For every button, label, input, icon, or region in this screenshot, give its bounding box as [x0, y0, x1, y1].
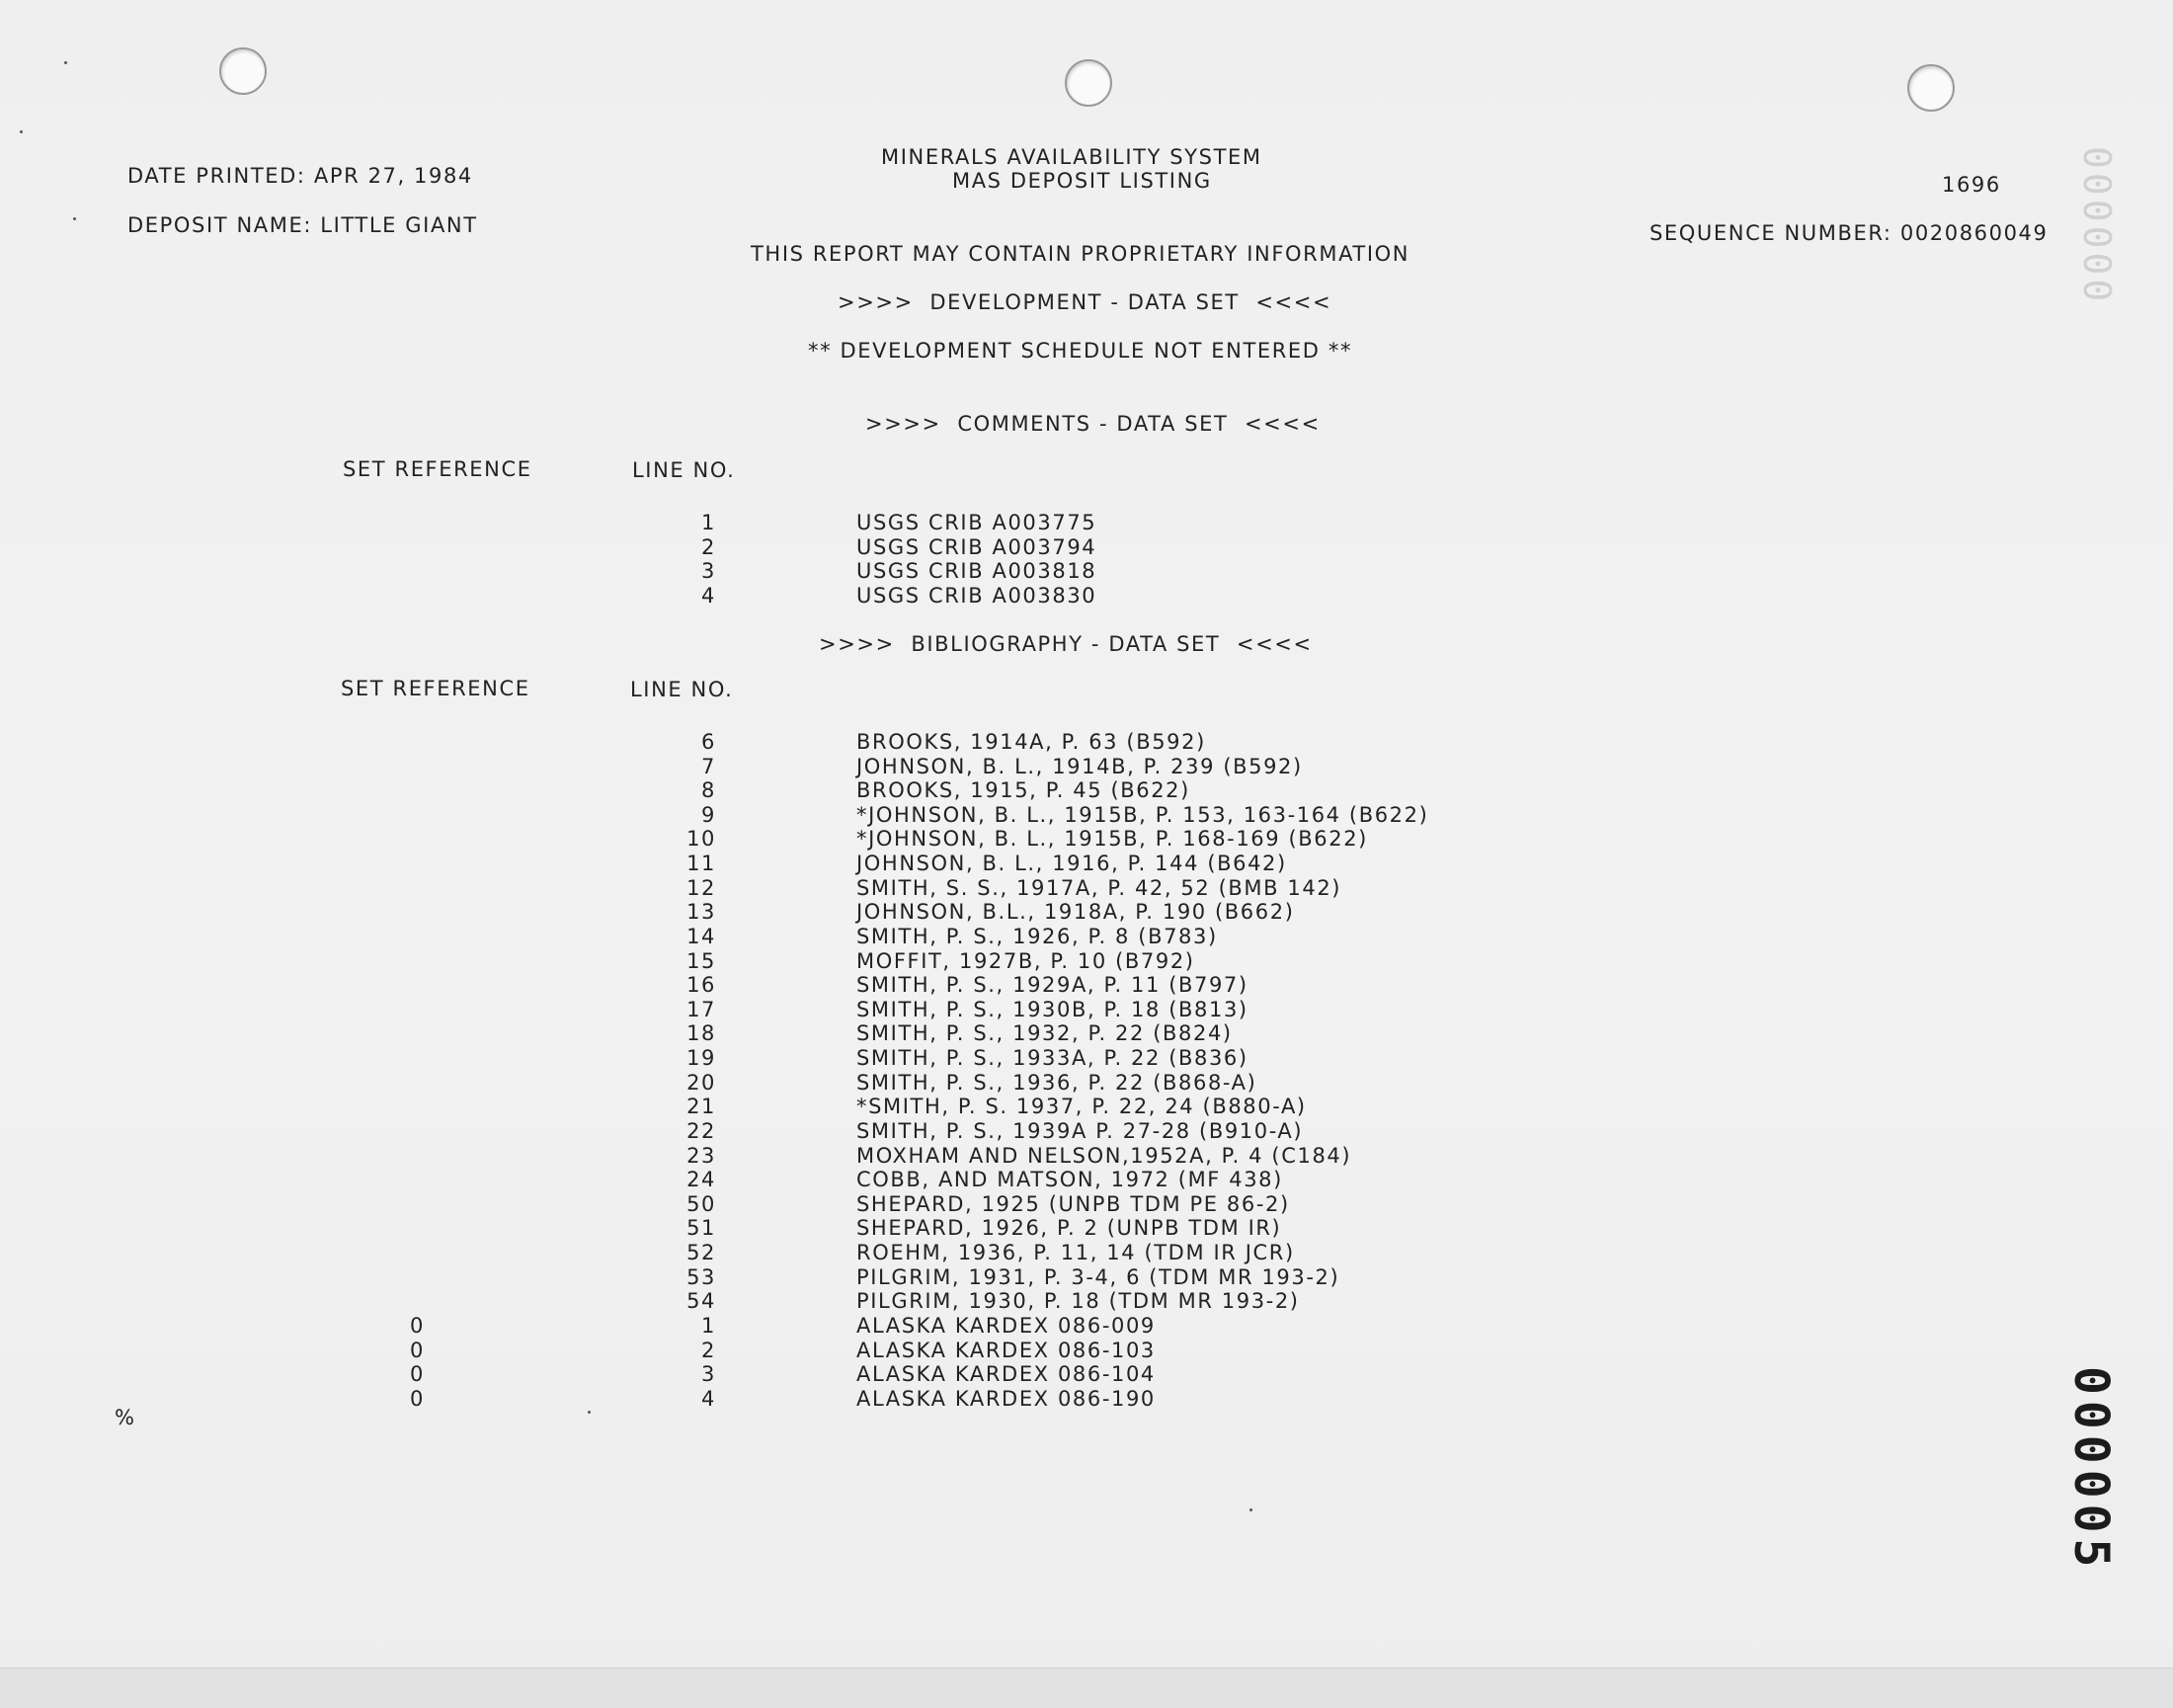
comments-col-line-no: LINE NO. — [632, 458, 736, 482]
entry-text-cell: SMITH, P. S., 1936, P. 22 (B868-A) — [856, 1070, 1257, 1095]
table-row — [0, 900, 2173, 924]
entry-text-cell: *SMITH, P. S. 1937, P. 22, 24 (B880-A) — [856, 1095, 1307, 1119]
entry-text-cell: PILGRIM, 1931, P. 3-4, 6 (TDM MR 193-2) — [856, 1264, 1340, 1289]
line-no-cell: 15 — [686, 948, 716, 973]
scan-speck — [64, 61, 67, 64]
entry-text-cell: BROOKS, 1915, P. 45 (B622) — [856, 778, 1190, 803]
bibliography-col-set-reference: SET REFERENCE — [341, 677, 530, 700]
line-no-cell: 52 — [686, 1241, 716, 1265]
entry-text-cell: JOHNSON, B. L., 1914B, P. 239 (B592) — [856, 754, 1303, 778]
line-no-cell: 4 — [701, 583, 716, 608]
line-no-cell: 2 — [701, 1338, 716, 1362]
listing-title: MAS DEPOSIT LISTING — [952, 169, 1212, 193]
page-bottom-edge — [0, 1667, 2173, 1708]
entry-text-cell: ALASKA KARDEX 086-009 — [856, 1313, 1156, 1338]
entry-text-cell: SHEPARD, 1925 (UNPB TDM PE 86-2) — [856, 1191, 1290, 1216]
line-no-cell: 50 — [686, 1191, 716, 1216]
line-no-cell: 3 — [701, 559, 716, 583]
entry-text-cell: *JOHNSON, B. L., 1915B, P. 168-169 (B622) — [856, 827, 1368, 852]
entry-text-cell: MOXHAM AND NELSON,1952A, P. 4 (C184) — [856, 1143, 1352, 1168]
table-row — [0, 1071, 2173, 1095]
table-row — [0, 827, 2173, 851]
development-note: ** DEVELOPMENT SCHEDULE NOT ENTERED ** — [808, 339, 1353, 363]
line-no-cell: 1 — [701, 1313, 716, 1338]
table-row — [0, 1192, 2173, 1216]
line-no-cell: 14 — [686, 924, 716, 948]
table-row — [0, 1289, 2173, 1313]
table-row — [0, 1314, 2173, 1338]
table-row — [0, 1265, 2173, 1289]
entry-text-cell: COBB, AND MATSON, 1972 (MF 438) — [856, 1168, 1283, 1192]
table-row — [0, 511, 2173, 534]
table-row — [0, 755, 2173, 778]
entry-text-cell: JOHNSON, B.L., 1918A, P. 190 (B662) — [856, 900, 1295, 925]
system-title: MINERALS AVAILABILITY SYSTEM — [881, 145, 1262, 169]
bibliography-heading: >>>> BIBLIOGRAPHY - DATA SET <<<< — [819, 632, 1313, 656]
table-row — [0, 730, 2173, 754]
entry-text-cell: SHEPARD, 1926, P. 2 (UNPB TDM IR) — [856, 1216, 1282, 1241]
table-row — [0, 1339, 2173, 1362]
entry-text-cell: MOFFIT, 1927B, P. 10 (B792) — [856, 948, 1195, 973]
line-no-cell: 3 — [701, 1362, 716, 1387]
table-row — [0, 1046, 2173, 1070]
percent-mark: % — [115, 1406, 136, 1429]
entry-text-cell: SMITH, P. S., 1932, P. 22 (B824) — [856, 1021, 1233, 1046]
line-no-cell: 21 — [686, 1095, 716, 1119]
line-no-cell: 51 — [686, 1216, 716, 1241]
entry-text-cell: USGS CRIB A003830 — [856, 583, 1097, 608]
line-no-cell: 8 — [701, 778, 716, 803]
set-reference-cell: 0 — [410, 1386, 425, 1411]
entry-text-cell: ALASKA KARDEX 086-103 — [856, 1338, 1156, 1362]
entry-text-cell: USGS CRIB A003818 — [856, 559, 1097, 583]
table-row — [0, 1241, 2173, 1264]
deposit-name: DEPOSIT NAME: LITTLE GIANT — [127, 213, 478, 237]
sequence-number: SEQUENCE NUMBER: 0020860049 — [1650, 221, 2049, 245]
entry-text-cell: SMITH, P. S., 1933A, P. 22 (B836) — [856, 1046, 1248, 1071]
faint-frame-stamp: 000000 — [2075, 146, 2119, 306]
line-no-cell: 13 — [686, 900, 716, 925]
line-no-cell: 23 — [686, 1143, 716, 1168]
set-reference-cell: 0 — [410, 1313, 425, 1338]
bibliography-col-line-no: LINE NO. — [630, 678, 734, 701]
table-row — [0, 1021, 2173, 1045]
table-row — [0, 1095, 2173, 1118]
entry-text-cell: ROEHM, 1936, P. 11, 14 (TDM IR JCR) — [856, 1241, 1295, 1265]
line-no-cell: 11 — [686, 852, 716, 876]
table-row — [0, 559, 2173, 583]
comments-heading: >>>> COMMENTS - DATA SET <<<< — [865, 412, 1321, 436]
proprietary-notice: THIS REPORT MAY CONTAIN PROPRIETARY INFORMATION — [751, 242, 1410, 266]
entry-text-cell: SMITH, P. S., 1939A P. 27-28 (B910-A) — [856, 1118, 1304, 1143]
line-no-cell: 9 — [701, 802, 716, 827]
development-heading: >>>> DEVELOPMENT - DATA SET <<<< — [838, 290, 1332, 314]
entry-text-cell: *JOHNSON, B. L., 1915B, P. 153, 163-164 (B622) — [856, 802, 1429, 827]
table-row — [0, 1168, 2173, 1191]
entry-text-cell: ALASKA KARDEX 086-190 — [856, 1386, 1156, 1411]
table-row — [0, 998, 2173, 1021]
table-row — [0, 876, 2173, 900]
entry-text-cell: USGS CRIB A003775 — [856, 511, 1097, 534]
entry-text-cell: SMITH, P. S., 1926, P. 8 (B783) — [856, 924, 1218, 948]
line-no-cell: 16 — [686, 973, 716, 998]
entry-text-cell: SMITH, P. S., 1930B, P. 18 (B813) — [856, 997, 1248, 1021]
entry-text-cell: ALASKA KARDEX 086-104 — [856, 1362, 1156, 1387]
table-row — [0, 1387, 2173, 1411]
punch-hole-left — [219, 47, 267, 95]
table-row — [0, 973, 2173, 997]
scan-speck — [1249, 1508, 1252, 1511]
table-row — [0, 1362, 2173, 1386]
punch-hole-right — [1907, 64, 1955, 112]
table-row — [0, 1216, 2173, 1240]
comments-col-set-reference: SET REFERENCE — [343, 457, 532, 481]
entry-text-cell: SMITH, P. S., 1929A, P. 11 (B797) — [856, 973, 1248, 998]
line-no-cell: 53 — [686, 1264, 716, 1289]
line-no-cell: 20 — [686, 1070, 716, 1095]
scan-speck — [20, 130, 23, 133]
line-no-cell: 54 — [686, 1289, 716, 1314]
set-reference-cell: 0 — [410, 1338, 425, 1362]
line-no-cell: 19 — [686, 1046, 716, 1071]
line-no-cell: 2 — [701, 534, 716, 559]
line-no-cell: 1 — [701, 511, 716, 534]
table-row — [0, 1119, 2173, 1143]
entry-text-cell: PILGRIM, 1930, P. 18 (TDM MR 193-2) — [856, 1289, 1300, 1314]
table-row — [0, 778, 2173, 802]
table-row — [0, 803, 2173, 827]
line-no-cell: 12 — [686, 875, 716, 900]
line-no-cell: 4 — [701, 1386, 716, 1411]
entry-text-cell: SMITH, S. S., 1917A, P. 42, 52 (BMB 142) — [856, 875, 1342, 900]
punch-hole-center — [1065, 59, 1112, 107]
scan-speck — [588, 1411, 591, 1414]
scan-speck — [73, 217, 76, 220]
table-row — [0, 925, 2173, 948]
line-no-cell: 24 — [686, 1168, 716, 1192]
frame-number-stamp: 000005 — [2063, 1366, 2119, 1574]
table-row — [0, 584, 2173, 608]
table-row — [0, 949, 2173, 973]
line-no-cell: 18 — [686, 1021, 716, 1046]
set-reference-cell: 0 — [410, 1362, 425, 1387]
page-number: 1696 — [1942, 173, 2001, 197]
entry-text-cell: JOHNSON, B. L., 1916, P. 144 (B642) — [856, 852, 1287, 876]
table-row — [0, 852, 2173, 875]
line-no-cell: 6 — [701, 730, 716, 754]
entry-text-cell: BROOKS, 1914A, P. 63 (B592) — [856, 730, 1206, 754]
table-row — [0, 535, 2173, 559]
line-no-cell: 10 — [686, 827, 716, 852]
line-no-cell: 7 — [701, 754, 716, 778]
line-no-cell: 17 — [686, 997, 716, 1021]
table-row — [0, 1144, 2173, 1168]
line-no-cell: 22 — [686, 1118, 716, 1143]
entry-text-cell: USGS CRIB A003794 — [856, 534, 1097, 559]
date-printed: DATE PRINTED: APR 27, 1984 — [127, 164, 473, 188]
